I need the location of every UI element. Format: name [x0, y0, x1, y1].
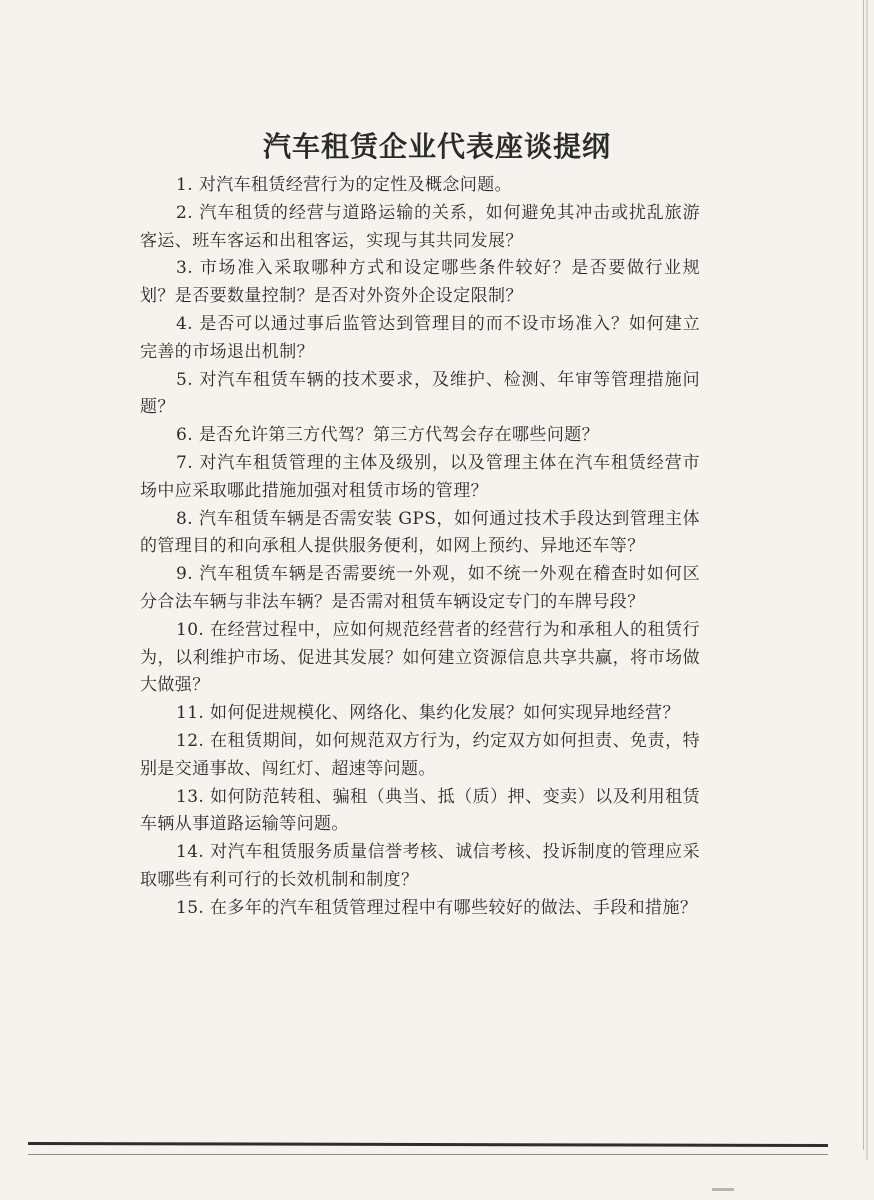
outline-item-2: 2. 汽车租赁的经营与道路运输的关系，如何避免其冲击或扰乱旅游客运、班车客运和出租客运，实现与其共同发展？	[140, 202, 700, 251]
outline-item-9: 9. 汽车租赁车辆是否需要统一外观，如不统一外观在稽查时如何区分合法车辆与非法车辆？是否需对租赁车辆设定专门的车牌号段？	[140, 564, 700, 612]
outline-item-5: 5. 对汽车租赁车辆的技术要求，及维护、检测、年审等管理措施问题？	[140, 369, 700, 418]
outline-item-13: 13. 如何防范转租、骗租（典当、抵（质）押、变卖）以及利用租赁车辆从事道路运输等问题。	[140, 786, 700, 835]
outline-item-11: 11. 如何促进规模化、网络化、集约化发展？如何实现异地经营？	[176, 703, 680, 724]
outline-item-8: 8. 汽车租赁车辆是否需安装 GPS，如何通过技术手段达到管理主体的管理目的和向承租人提供服务便利，如网上预约、异地还车等？	[140, 508, 700, 557]
bottom-rule-shadow	[28, 1154, 828, 1155]
page-title: 汽车租赁企业代表座谈提纲	[262, 129, 611, 163]
outline-item-10: 10. 在经营过程中，应如何规范经营者的经营行为和承租人的租赁行为，以利维护市场、促进其发展？如何建立资源信息共享共赢，将市场做大做强？	[140, 619, 700, 696]
outline-item-1: 1. 对汽车租赁经营行为的定性及概念问题。	[176, 175, 513, 195]
outline-item-15: 15. 在多年的汽车租赁管理过程中有哪些较好的做法、手段和措施？	[176, 897, 698, 918]
scan-edge-line	[863, 0, 864, 1150]
scan-speck	[712, 1188, 734, 1191]
outline-item-4: 4. 是否可以通过事后监管达到管理目的而不设市场准入？如何建立完善的市场退出机制？	[140, 313, 700, 362]
outline-item-14: 14. 对汽车租赁服务质量信誉考核、诚信考核、投诉制度的管理应采取哪些有利可行的长效机制和制度？	[140, 842, 700, 890]
outline-item-7: 7. 对汽车租赁管理的主体及级别，以及管理主体在汽车租赁经营市场中应采取哪此措施加强对租赁市场的管理？	[140, 452, 700, 501]
outline-item-6: 6. 是否允许第三方代驾？第三方代驾会存在哪些问题？	[176, 425, 600, 446]
scan-edge-shadow	[866, 0, 868, 1160]
outline-item-3: 3. 市场准入采取哪种方式和设定哪些条件较好？是否要做行业规划？是否要数量控制？是否对外资外企设定限制？	[140, 258, 700, 307]
bottom-rule	[28, 1142, 828, 1147]
outline-list	[140, 172, 700, 923]
outline-item-12: 12. 在租赁期间，如何规范双方行为，约定双方如何担责、免责，特别是交通事故、闯红灯、超速等问题。	[140, 730, 700, 779]
